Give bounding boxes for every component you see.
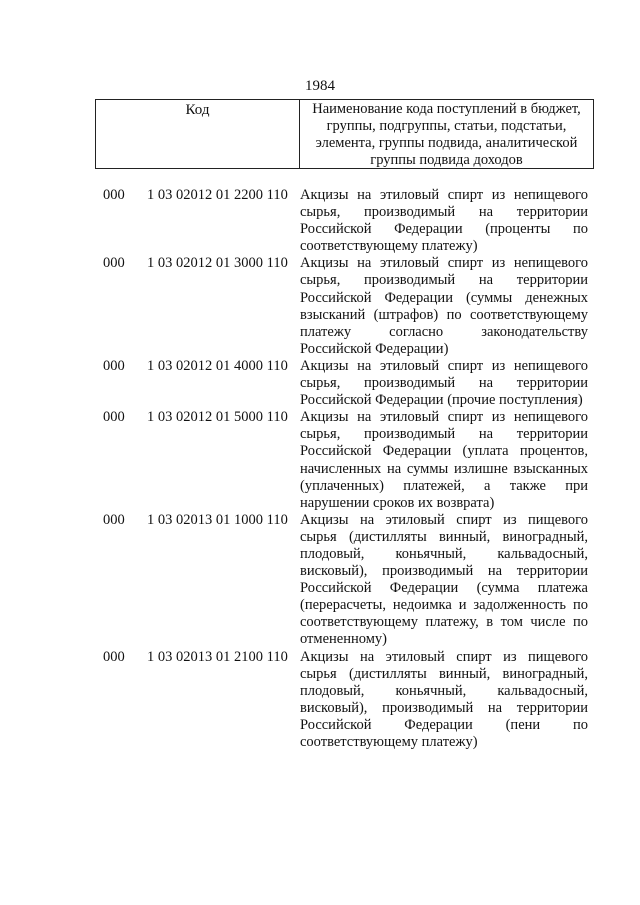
code-column-header: Код xyxy=(96,100,300,168)
table-row xyxy=(0,255,640,358)
table-row xyxy=(0,649,640,752)
revenue-code: 1 03 02012 01 2200 110 xyxy=(147,187,288,203)
revenue-code: 1 03 02013 01 2100 110 xyxy=(147,648,288,665)
revenue-description: Акцизы на этиловый спирт из непищевого сырья, производимый на территории Российской Федерации (суммы денежных взысканий (штрафов) по соответствующему платежу согласно законодательству Российской Федерации) xyxy=(300,255,588,357)
table-row xyxy=(0,187,640,255)
revenue-description: Акцизы на этиловый спирт из пищевого сырья (дистилляты винный, виноградный, плодовый, коньячный, кальвадосный, висковый), производимый на территории Российской Федерации (пени по соответствующему платежу) xyxy=(300,648,588,750)
page-number: 1984 xyxy=(305,78,335,94)
table-body xyxy=(0,187,640,751)
revenue-description: Акцизы на этиловый спирт из непищевого сырья, производимый на территории Российской Федерации (уплата процентов, начисленных на суммы излишне взысканных (уплаченных) платежей, а также при нарушении сроков их возврата) xyxy=(300,409,588,511)
table-row xyxy=(0,409,640,512)
table-row xyxy=(0,358,640,409)
name-column-header: Наименование кода поступлений в бюджет, группы, подгруппы, статьи, подстатьи, элемента, группы подвида, аналитической группы подвида доходов xyxy=(312,101,581,168)
revenue-description: Акцизы на этиловый спирт из непищевого сырья, производимый на территории Российской Федерации (проценты по соответствующему платежу) xyxy=(300,187,588,255)
admin-code: 000 xyxy=(103,357,125,374)
revenue-code: 1 03 02012 01 5000 110 xyxy=(147,409,288,426)
admin-code: 000 xyxy=(103,648,125,665)
table-header xyxy=(95,99,594,169)
admin-code: 000 xyxy=(103,255,125,272)
revenue-code: 1 03 02012 01 4000 110 xyxy=(147,357,288,374)
admin-code: 000 xyxy=(103,187,125,203)
revenue-description: Акцизы на этиловый спирт из непищевого сырья, производимый на территории Российской Федерации (прочие поступления) xyxy=(300,357,588,409)
table-row xyxy=(0,512,640,649)
admin-code: 000 xyxy=(103,409,125,426)
revenue-code: 1 03 02013 01 1000 110 xyxy=(147,511,288,528)
admin-code: 000 xyxy=(103,511,125,528)
revenue-description: Акцизы на этиловый спирт из пищевого сырья (дистилляты винный, виноградный, плодовый, коньячный, кальвадосный, висковый), производимый на территории Российской Федерации (сумма платежа (перерасчеты, недоимка и задолженность по соответствующему платежу, в том числе по отмененному) xyxy=(300,511,588,648)
revenue-code: 1 03 02012 01 3000 110 xyxy=(147,255,288,272)
